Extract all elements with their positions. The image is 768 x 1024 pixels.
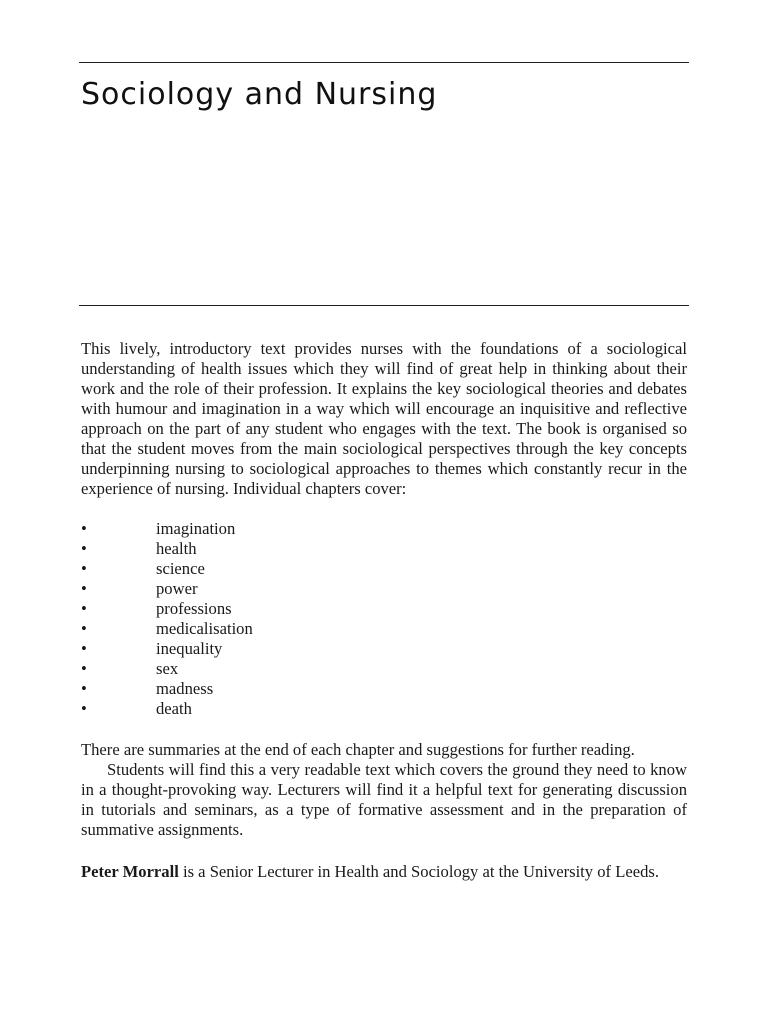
blurb-body <box>81 339 687 882</box>
author-paragraph <box>81 862 687 882</box>
bullet-icon: • <box>81 659 87 678</box>
list-item <box>81 639 687 659</box>
book-title: Sociology and Nursing <box>81 77 438 112</box>
summary-paragraph: There are summaries at the end of each chapter and suggestions for further reading. <box>81 740 635 759</box>
topic-label: sex <box>156 659 179 678</box>
list-item <box>81 579 687 599</box>
author-bio: is a Senior Lecturer in Health and Sociology at the University of Leeds. <box>178 862 659 881</box>
topic-label: professions <box>156 599 232 618</box>
topic-label: inequality <box>156 639 223 658</box>
list-item <box>81 539 687 559</box>
bullet-icon: • <box>81 679 87 698</box>
list-item <box>81 559 687 579</box>
topic-label: health <box>156 539 197 558</box>
bullet-icon: • <box>81 539 87 558</box>
bullet-icon: • <box>81 619 87 638</box>
bullet-icon: • <box>81 579 87 598</box>
list-item <box>81 519 687 539</box>
bullet-icon: • <box>81 639 87 658</box>
students-paragraph: Students will find this a very readable text which covers the ground they need to know in a thought-provoking way. Lecturers will find it a helpful text for generating discussion in tutorials and seminars, as a type of formative assessment and in the preparation of summative assignments. <box>81 760 687 839</box>
bullet-icon: • <box>81 599 87 618</box>
bullet-icon: • <box>81 559 87 578</box>
bullet-icon: • <box>81 519 87 538</box>
list-item <box>81 679 687 699</box>
topic-label: imagination <box>156 519 236 538</box>
list-item <box>81 659 687 679</box>
list-item <box>81 699 687 719</box>
topic-label: madness <box>156 679 214 698</box>
intro-paragraph: This lively, introductory text provides nurses with the foundations of a sociological understanding of health issues which they will find of great help in thinking about their work and the role of their profession. It explains the key sociological theories and debates with humour and imagination in a way which will encourage an inquisitive and reflective approach on the part of any student who engages with the text. The book is organised so that the student moves from the main sociological perspectives through the key concepts underpinning nursing to sociological approaches to themes which constantly recur in the experience of nursing. Individual chapters cover: <box>81 339 687 498</box>
title-rule <box>79 305 689 306</box>
list-item <box>81 619 687 639</box>
bullet-icon: • <box>81 699 87 718</box>
topic-label: power <box>156 579 198 598</box>
top-rule <box>79 62 689 63</box>
topic-label: science <box>156 559 205 578</box>
chapter-topics-list <box>81 519 687 719</box>
topic-label: medicalisation <box>156 619 253 638</box>
author-name: Peter Morrall <box>81 862 179 881</box>
topic-label: death <box>156 699 192 718</box>
list-item <box>81 599 687 619</box>
